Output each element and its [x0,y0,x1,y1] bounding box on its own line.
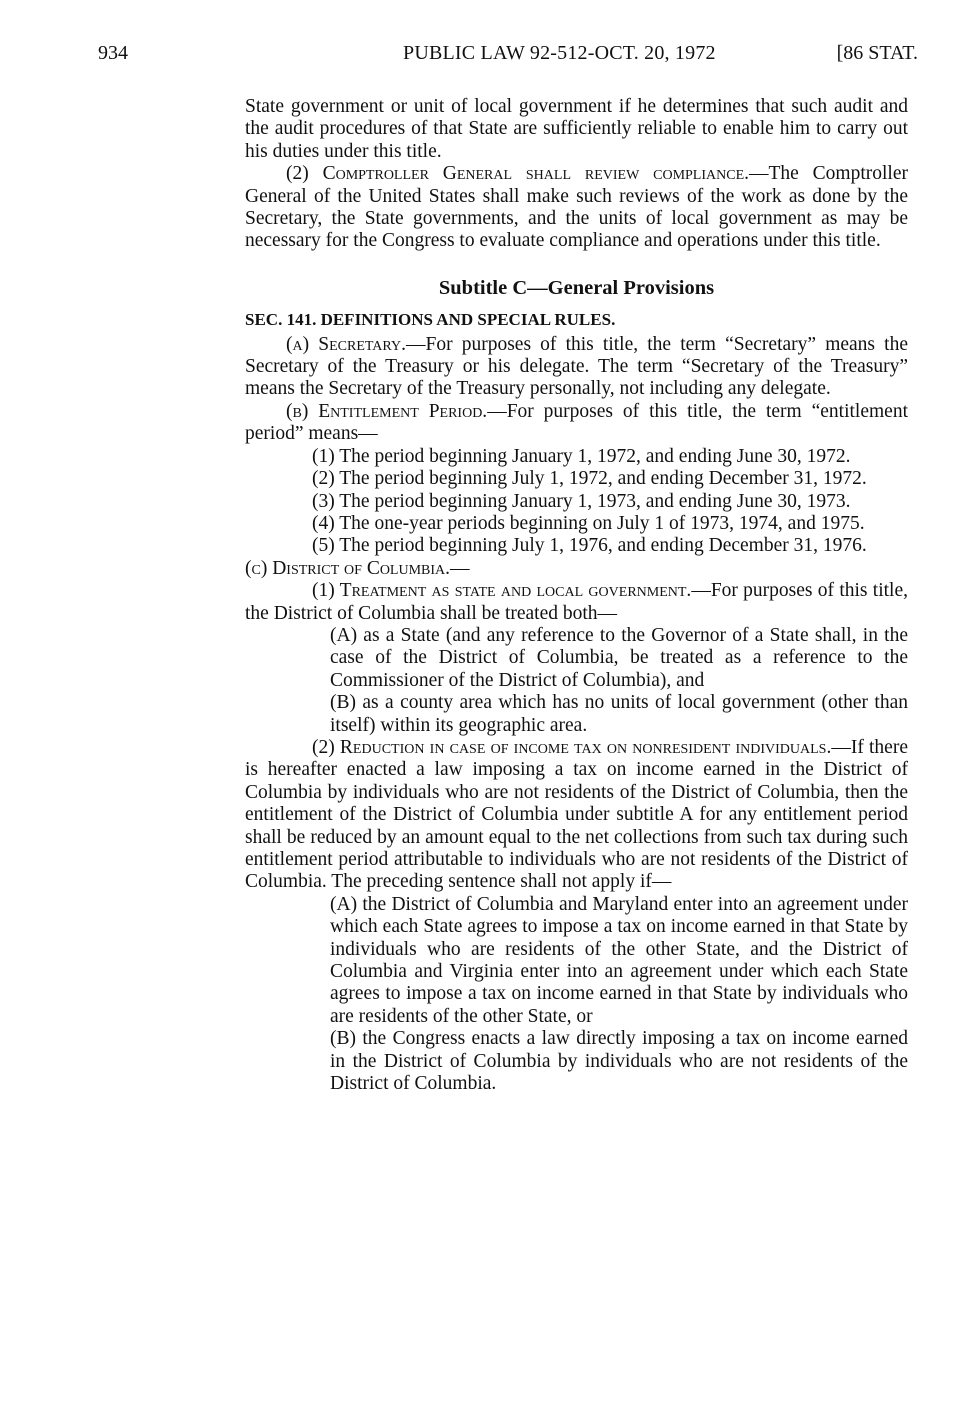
subtitle-heading: Subtitle C—General Provisions [438,276,715,299]
paragraph-heading: (2) Reduction in case of income tax on nonresident individuals. [312,736,832,758]
entitlement-period-4: (4) The one-year periods beginning on July 1 of 1973, 1974, and 1975. [312,512,865,534]
subsection-a [245,334,908,401]
clause-c1-a: (A) as a State (and any reference to the Governor of a State shall, in the case of the District of Columbia, be treated as a reference to the Commissioner of the District of Columbia), and [330,624,908,691]
page-header [98,42,918,72]
paragraph-text: —If there is hereafter enacted a law imposing a tax on income earned in the District of Columbia by individuals who are not residents of the District of Columbia, then the entitlement of the District of Columbia under subtitle A for any entitlement period shall be reduced by an amount equal to the net collections from such tax during such entitlement period attributable to individuals who are not residents of the District of Columbia. The preceding sentence shall not apply if— [245,736,908,893]
clause-c2-a: (A) the District of Columbia and Maryland enter into an agreement under which each State agrees to impose a tax on income earned in that State by individuals who are residents of the other State, and the District of Columbia and Virginia enter into an agreement under which each State agrees to impose a tax on income earned in that State by individuals who are residents of the other State, or [330,893,908,1027]
paragraph-heading: (1) Treatment as state and local government. [312,580,692,602]
subsection-b [245,401,908,446]
paragraph-c1 [245,580,908,625]
paragraph-continued: State government or unit of local government if he determines that such audit and the audit procedures of that State are sufficiently reliable to enable him to carry out his duties under this title. [245,96,908,162]
subsection-heading: (a) Secretary. [286,333,406,355]
section-heading: SEC. 141. DEFINITIONS AND SPECIAL RULES. [245,310,616,330]
subsection-c [245,558,908,580]
clause-c2-b: (B) the Congress enacts a law directly imposing a tax on income earned in the District of Columbia by individuals who are not residents of the District of Columbia. [330,1028,908,1095]
paragraph-c2 [245,737,908,894]
entitlement-period-5: (5) The period beginning July 1, 1976, and ending December 31, 1976. [312,535,867,557]
entitlement-period-2: (2) The period beginning July 1, 1972, and ending December 31, 1972. [312,468,867,490]
paragraph-heading: (2) Comptroller General shall review compliance. [286,163,750,185]
paragraph-text: —For purposes of this title, the District of Columbia shall be treated both— [245,580,908,624]
subsection-heading: (c) District of Columbia. [245,557,451,579]
clause-c1-b: (B) as a county area which has no units of local government (other than itself) within its geographic area. [330,692,908,736]
paragraph-comptroller-review [245,163,908,253]
subsection-text: —For purposes of this title, the term “Secretary” means the Secretary of the Treasury or his delegate. The term “Secretary of the Treasury” means the Secretary of the Treasury personally, not including any delegate. [245,333,908,400]
subsection-text: —For purposes of this title, the term “entitlement period” means— [245,400,908,445]
subsection-heading: (b) Entitlement Period. [286,400,488,422]
entitlement-period-3: (3) The period beginning January 1, 1973, and ending June 30, 1973. [312,490,851,512]
volume-reference: [86 STAT. [836,42,918,64]
paragraph-text: —The Comptroller General of the United States shall make such reviews of the work as done by the Secretary, the State governments, and the units of local government as may be necessary for the Congress to evaluate compliance and operations under this title. [245,163,908,252]
page-number: 934 [98,42,128,64]
entitlement-period-1: (1) The period beginning January 1, 1972, and ending June 30, 1972. [312,445,851,467]
page-body [245,96,908,1095]
subsection-dash: — [450,557,470,579]
running-title: PUBLIC LAW 92-512-OCT. 20, 1972 [403,42,716,64]
